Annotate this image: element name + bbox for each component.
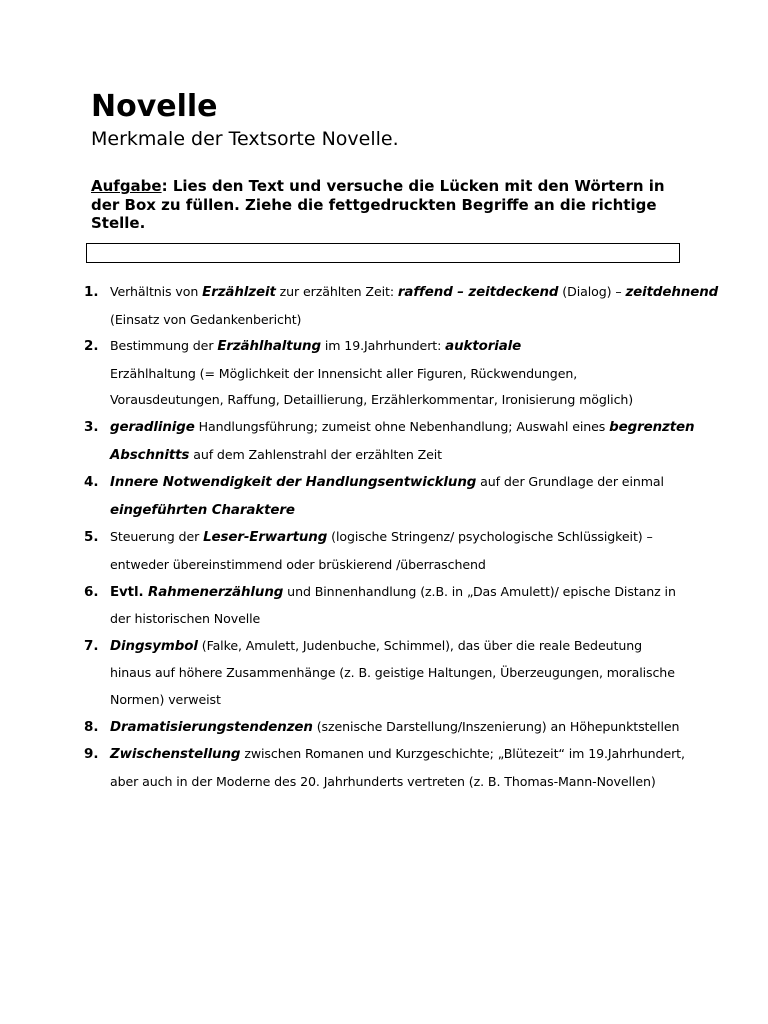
list-item-number: 9.	[84, 746, 99, 763]
list-item-line	[110, 606, 684, 633]
list-item	[84, 633, 684, 714]
key-term: begrenzten	[609, 419, 695, 435]
list-item-number: 3.	[84, 418, 99, 435]
list-item-number: 5.	[84, 529, 99, 546]
list-item-line	[110, 714, 684, 742]
list-item-number: 1.	[84, 284, 99, 300]
list-item-line	[110, 579, 684, 607]
list-item-number: 6.	[84, 583, 99, 600]
task-instruction	[91, 177, 681, 233]
body-text: Handlungsführung; zumeist ohne Nebenhandlung; Auswahl eines	[194, 418, 610, 434]
task-text: : Lies den Text und versuche die Lücken mit den Wörtern in der Box zu füllen. Ziehe die fettgedruckten Begriffe an die richtige Stelle.	[91, 177, 665, 232]
key-term: Innere Notwendigkeit der Handlungsentwicklung	[110, 475, 477, 491]
body-text: (Dialog) –	[558, 284, 626, 299]
list-item-number: 7.	[84, 637, 99, 654]
list-item-line	[110, 741, 684, 769]
feature-list	[84, 279, 719, 795]
body-text: entweder übereinstimmend oder brüskierend /überraschend	[110, 556, 486, 572]
body-text: Bestimmung der	[110, 338, 218, 354]
list-item-line	[110, 469, 684, 497]
body-text: auf dem Zahlenstrahl der erzählten Zeit	[189, 446, 443, 462]
list-item	[84, 741, 684, 795]
body-text: Normen) verweist	[110, 691, 221, 707]
list-item	[84, 279, 719, 333]
list-item	[84, 579, 684, 633]
body-text: im 19.Jahrhundert:	[320, 338, 446, 354]
list-item-line	[110, 769, 684, 796]
key-term: Dingsymbol	[110, 638, 198, 654]
word-box[interactable]	[86, 243, 680, 263]
list-item	[84, 414, 695, 469]
page-title: Novelle	[91, 89, 218, 124]
list-item-line	[110, 524, 684, 552]
body-text: und Binnenhandlung (z.B. in „Das Amulett)/ epische Distanz in	[283, 583, 676, 599]
key-term: Rahmenerzählung	[148, 584, 284, 600]
list-item-line	[110, 660, 684, 687]
key-term: Erzählhaltung	[217, 339, 321, 355]
list-item	[84, 333, 684, 414]
list-item-number: 2.	[84, 338, 99, 355]
key-term: raffend – zeitdeckend	[397, 285, 559, 300]
list-item-line	[110, 333, 684, 361]
body-text: (Einsatz von Gedankenbericht)	[110, 311, 302, 327]
task-label: Aufgabe	[91, 177, 162, 195]
body-text: (logische Stringenz/ psychologische Schlüssigkeit) –	[327, 529, 653, 545]
key-term: Abschnitts	[110, 447, 190, 463]
body-text: Verhältnis von	[110, 284, 203, 299]
page-subtitle: Merkmale der Textsorte Novelle.	[91, 128, 399, 150]
body-text: (Falke, Amulett, Judenbuche, Schimmel), das über die reale Bedeutung	[197, 637, 642, 653]
key-term: eingeführten Charaktere	[110, 502, 295, 518]
body-text: der historischen Novelle	[110, 611, 261, 627]
list-item-line	[110, 633, 684, 661]
bold-text: Evtl.	[110, 584, 149, 600]
body-text: Vorausdeutungen, Raffung, Detaillierung, Erzählerkommentar, Ironisierung möglich)	[110, 392, 634, 408]
key-term: Leser-Erwartung	[203, 530, 328, 546]
key-term: Zwischenstellung	[110, 747, 241, 763]
body-text: Erzählhaltung (= Möglichkeit der Innensicht aller Figuren, Rückwendungen,	[110, 365, 578, 381]
body-text: (szenische Darstellung/Inszenierung) an Höhepunktstellen	[312, 718, 680, 734]
key-term: Erzählzeit	[202, 285, 276, 300]
list-item-line	[110, 552, 684, 579]
list-item	[84, 524, 684, 578]
list-item	[84, 469, 684, 524]
list-item-line	[110, 387, 684, 414]
body-text: zur erzählten Zeit:	[275, 284, 398, 299]
list-item-line	[110, 414, 695, 442]
list-item-line	[110, 497, 684, 525]
key-term: auktoriale	[445, 339, 522, 355]
list-item-line	[110, 442, 684, 470]
body-text: zwischen Romanen und Kurzgeschichte; „Blütezeit“ im 19.Jahrhundert,	[240, 746, 685, 762]
list-item-line	[110, 361, 684, 388]
list-item	[84, 714, 684, 742]
body-text: aber auch in der Moderne des 20. Jahrhunderts vertreten (z. B. Thomas-Mann-Novellen)	[110, 773, 656, 789]
list-item-line	[110, 307, 684, 334]
list-item-number: 8.	[84, 718, 99, 735]
list-item-line	[110, 279, 719, 307]
list-item-line	[110, 687, 684, 714]
body-text: hinaus auf höhere Zusammenhänge (z. B. geistige Haltungen, Überzeugungen, moralische	[110, 665, 675, 681]
body-text: auf der Grundlage der einmal	[476, 474, 664, 490]
key-term: Dramatisierungstendenzen	[110, 719, 313, 735]
key-term: zeitdehnend	[625, 285, 719, 300]
key-term: geradlinige	[110, 419, 195, 435]
body-text: Steuerung der	[110, 529, 204, 545]
list-item-number: 4.	[84, 474, 99, 491]
